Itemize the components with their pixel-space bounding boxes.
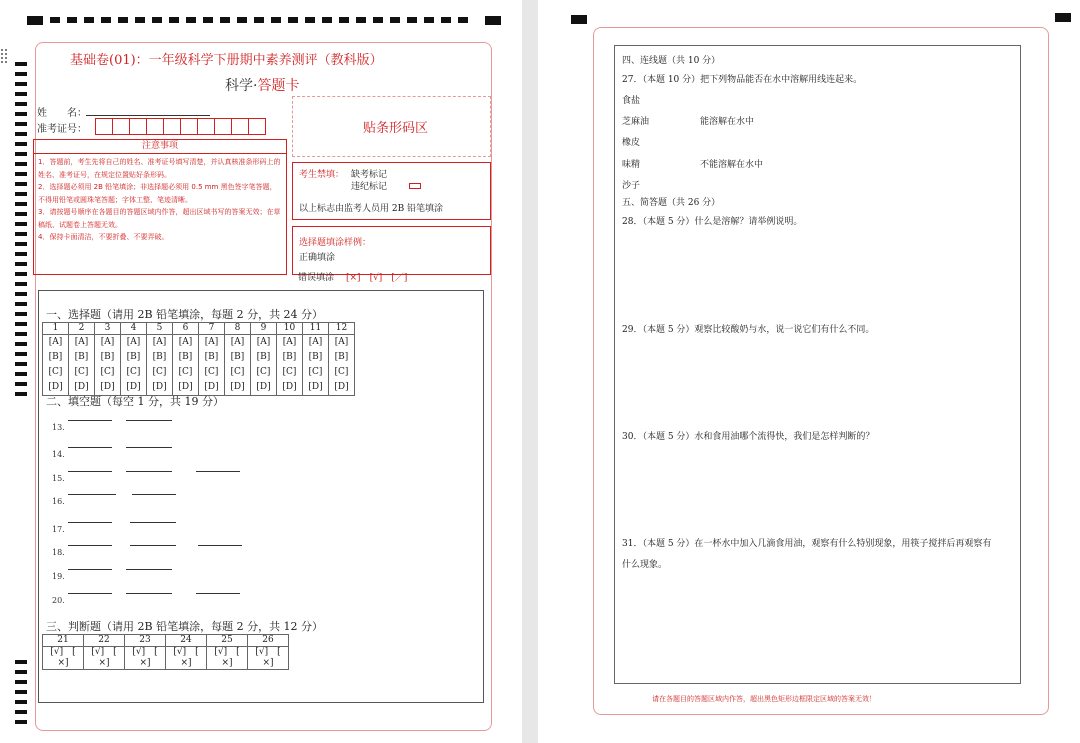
question-number: 7: [199, 323, 225, 335]
judge-option-cell[interactable]: [√] [ ×]: [125, 647, 166, 670]
exam-id-digit-box[interactable]: [180, 118, 198, 135]
barcode-area: [292, 96, 491, 157]
fill-question-number: 18.: [52, 548, 65, 557]
answer-option-cell[interactable]: [A] [B] [C] [D]: [95, 335, 121, 396]
question-number: 12: [329, 323, 355, 335]
question-number: 4: [121, 323, 147, 335]
judge-option-cell[interactable]: [√] [ ×]: [84, 647, 125, 670]
absent-label: 缺考标记: [351, 170, 388, 180]
fill-question-number: 14.: [52, 450, 65, 459]
answer-option-cell[interactable]: [A] [B] [C] [D]: [69, 335, 95, 396]
answer-option-cell[interactable]: [A] [B] [C] [D]: [329, 335, 355, 396]
exam-id-boxes[interactable]: [95, 118, 265, 135]
question-29: 29．（本题 5 分）观察比较酸奶与水，说一说它们有什么不同。: [622, 325, 875, 335]
answer-option-cell[interactable]: [A] [B] [C] [D]: [277, 335, 303, 396]
judge-option-cell[interactable]: [√] [ ×]: [43, 647, 84, 670]
judge-question-number: 23: [125, 635, 166, 647]
fill-blank[interactable]: [198, 545, 242, 546]
barcode-label: 贴条形码区: [363, 121, 429, 136]
subtitle-answer-card: 答题卡: [257, 78, 300, 94]
sample-title: 选择题填涂样例：: [299, 238, 372, 248]
exam-id-digit-box[interactable]: [146, 118, 164, 135]
notice-item: 1．答题前，考生先将自己的姓名、准考证号填写清楚，并认真核准条形码上的姓名、准考证号，在规定位置贴好条形码。: [38, 158, 281, 179]
section-3-title: 三、判断题（请用 2B 铅笔填涂，每题 2 分，共 12 分）: [46, 620, 324, 633]
fill-blank[interactable]: [126, 569, 172, 570]
notice-item: 3．请按题号顺序在各题目的答题区域内作答，超出区域书写的答案无效；在草稿纸、试题卷上答题无效。: [38, 208, 281, 229]
judge-question-number: 22: [84, 635, 125, 647]
fill-question-number: 17.: [52, 525, 65, 534]
true-false-grid: [42, 634, 289, 670]
question-number: 3: [95, 323, 121, 335]
fill-blank[interactable]: [68, 494, 116, 495]
fill-blank[interactable]: [126, 447, 172, 448]
fill-question-number: 20.: [52, 596, 65, 605]
notice-heading: 注意事项: [34, 140, 286, 154]
fill-blank[interactable]: [68, 522, 112, 523]
sheet-subtitle: [225, 75, 299, 95]
exam-id-digit-box[interactable]: [112, 118, 130, 135]
exam-id-digit-box[interactable]: [248, 118, 266, 135]
fill-blank[interactable]: [196, 593, 240, 594]
fill-blank[interactable]: [132, 494, 176, 495]
sample-wrong: 错误填涂: [298, 273, 335, 283]
match-item[interactable]: 沙子: [622, 181, 641, 191]
question-number: 9: [251, 323, 277, 335]
notice-item: 4．保持卡面清洁，不要折叠、不要弄破。: [38, 233, 169, 241]
fill-question-number: 19.: [52, 572, 65, 581]
question-number: 10: [277, 323, 303, 335]
question-27: 27．（本题 10 分）把下列物品能否在水中溶解用线连起来。: [622, 75, 863, 85]
notice-box: [33, 139, 287, 275]
match-target[interactable]: 能溶解在水中: [700, 117, 755, 127]
fill-blank[interactable]: [126, 593, 172, 594]
subtitle-subject: 科学·: [225, 78, 258, 94]
judge-option-cell[interactable]: [√] [ ×]: [248, 647, 289, 670]
answer-option-cell[interactable]: [A] [B] [C] [D]: [199, 335, 225, 396]
question-31-line-2: 什么现象。: [622, 560, 668, 570]
answer-region: [614, 45, 1021, 684]
section-5-title: 五、简答题（共 26 分）: [622, 198, 721, 208]
fill-blank[interactable]: [126, 471, 172, 472]
fill-blank[interactable]: [68, 593, 112, 594]
status-label: 考生禁填：: [299, 170, 345, 180]
fill-blank[interactable]: [68, 545, 112, 546]
judge-question-number: 21: [43, 635, 84, 647]
fill-blank[interactable]: [130, 545, 176, 546]
fill-question-number: 15.: [52, 474, 65, 483]
section-1-title: 一、选择题（请用 2B 铅笔填涂，每题 2 分，共 24 分）: [46, 308, 324, 321]
match-item[interactable]: 食盐: [622, 96, 641, 106]
answer-option-cell[interactable]: [A] [B] [C] [D]: [121, 335, 147, 396]
status-note: 以上标志由监考人员用 2B 铅笔填涂: [299, 204, 444, 214]
answer-option-cell[interactable]: [A] [B] [C] [D]: [303, 335, 329, 396]
question-number: 1: [43, 323, 69, 335]
match-target[interactable]: 不能溶解在水中: [700, 160, 764, 170]
question-number: 11: [303, 323, 329, 335]
answer-option-cell[interactable]: [A] [B] [C] [D]: [173, 335, 199, 396]
multiple-choice-grid: [42, 322, 355, 396]
answer-option-cell[interactable]: [A] [B] [C] [D]: [43, 335, 69, 396]
exam-title: 基础卷(01)：一年级科学下册期中素养测评（教科版）: [70, 53, 383, 68]
question-number: 2: [69, 323, 95, 335]
fill-blank[interactable]: [68, 420, 112, 421]
fill-blank[interactable]: [68, 471, 112, 472]
sample-correct: 正确填涂: [299, 253, 336, 263]
exam-id-digit-box[interactable]: [95, 118, 113, 135]
question-number: 5: [147, 323, 173, 335]
answer-option-cell[interactable]: [A] [B] [C] [D]: [251, 335, 277, 396]
exam-id-digit-box[interactable]: [197, 118, 215, 135]
judge-option-cell[interactable]: [√] [ ×]: [207, 647, 248, 670]
question-31-line-1: 31．（本题 5 分）在一杯水中加入几滴食用油，观察有什么特别现象，用筷子搅拌后再观察有: [622, 539, 992, 549]
name-label: 姓 名：: [37, 108, 87, 119]
match-item[interactable]: 芝麻油: [622, 117, 650, 127]
exam-id-label: 准考证号：: [37, 124, 87, 135]
sample-wrong-marks: [×] [√] [／]: [346, 273, 408, 283]
notice-item: 2．选择题必须用 2B 铅笔填涂；非选择题必须用 0.5 mm 黑色签字笔答题，不得用铅笔或圆珠笔答题；字体工整、笔迹清晰。: [38, 183, 277, 204]
match-item[interactable]: 橡皮: [622, 138, 641, 148]
status-box: [292, 162, 491, 220]
footer-note: 请在各题目的答题区域内作答，超出黑色矩形边框限定区域的答案无效！: [652, 695, 876, 703]
violation-checkbox[interactable]: [409, 183, 421, 189]
exam-id-digit-box[interactable]: [214, 118, 232, 135]
fill-blank[interactable]: [196, 471, 240, 472]
section-4-title: 四、连线题（共 10 分）: [622, 56, 721, 66]
question-28: 28．（本题 5 分）什么是溶解？请举例说明。: [622, 217, 803, 227]
judge-question-number: 24: [166, 635, 207, 647]
question-number: 8: [225, 323, 251, 335]
fill-question-number: 16.: [52, 497, 65, 506]
name-field[interactable]: [86, 115, 210, 116]
question-30: 30．（本题 5 分）水和食用油哪个流得快，我们是怎样判断的？: [622, 432, 875, 442]
fill-sample-box: [292, 226, 491, 275]
exam-id-digit-box[interactable]: [231, 118, 249, 135]
exam-id-digit-box[interactable]: [129, 118, 147, 135]
judge-question-number: 26: [248, 635, 289, 647]
match-item[interactable]: 味精: [622, 160, 641, 170]
question-number: 6: [173, 323, 199, 335]
judge-question-number: 25: [207, 635, 248, 647]
fill-blank[interactable]: [130, 522, 176, 523]
fill-blank[interactable]: [126, 420, 172, 421]
section-2-title: 二、填空题（每空 1 分，共 19 分）: [46, 395, 224, 408]
violation-label: 违纪标记: [351, 182, 388, 192]
fill-question-number: 13.: [52, 423, 65, 432]
judge-option-cell[interactable]: [√] [ ×]: [166, 647, 207, 670]
fill-blank[interactable]: [68, 569, 112, 570]
answer-option-cell[interactable]: [A] [B] [C] [D]: [225, 335, 251, 396]
exam-id-digit-box[interactable]: [163, 118, 181, 135]
answer-sheet-page-1: [0, 0, 522, 743]
answer-option-cell[interactable]: [A] [B] [C] [D]: [147, 335, 173, 396]
fill-blank[interactable]: [68, 447, 112, 448]
